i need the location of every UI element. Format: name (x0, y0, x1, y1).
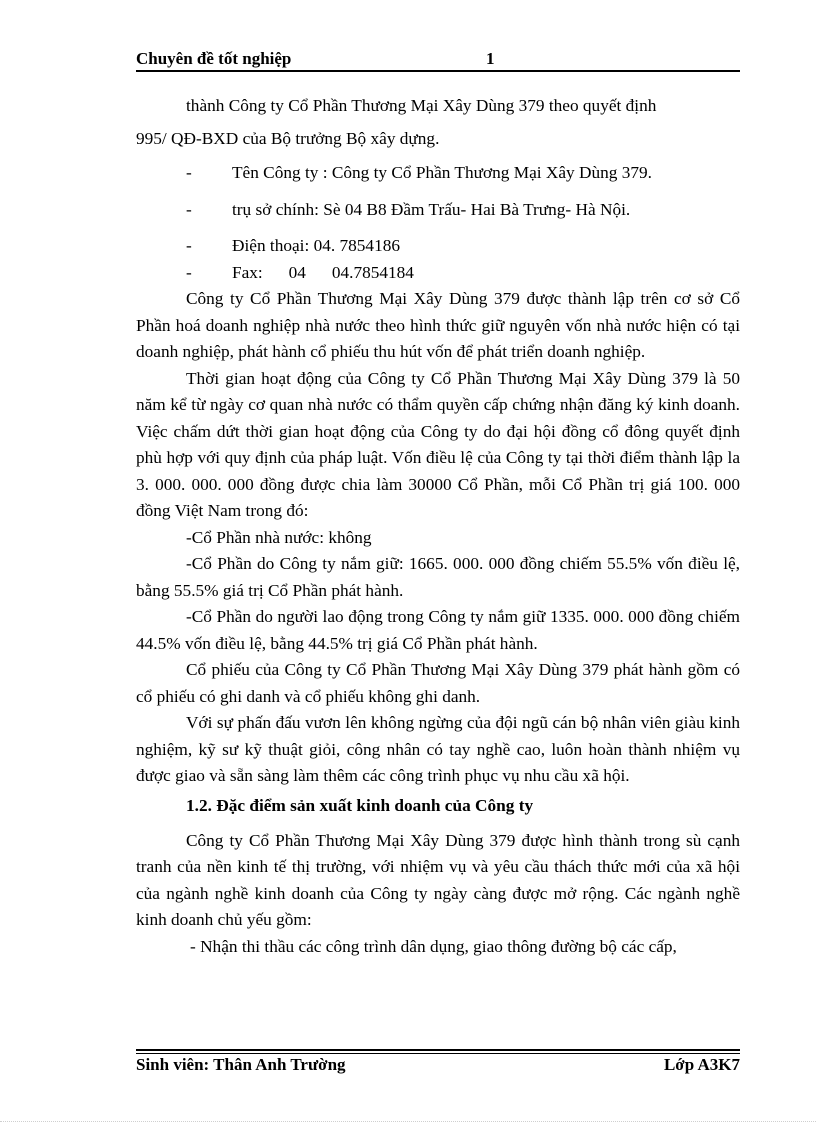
bullet-text: Điện thoại: 04. 7854186 (232, 236, 400, 255)
paragraph-state-shares: -Cổ Phần nhà nước: không (186, 527, 372, 547)
footer-student: Sinh viên: Thân Anh Trường (136, 1055, 346, 1074)
bullet-dash: - (186, 236, 192, 255)
bullet-dash: - (186, 262, 192, 282)
header-title: Chuyên đề tốt nghiệp (136, 49, 292, 68)
paragraph-staff: Với sự phấn đấu vươn lên không ngừng của đội ngũ cán bộ nhân viên giàu kinh nghiệm, kỹ sư kỹ thuật giỏi, công nhân có tay nghề cao, luôn hoàn thành nhiệm vụ được giao và sẵn sàng làm thêm các công trình phục vụ nhu cầu xã hội. (136, 713, 740, 785)
section-heading: 1.2. Đặc điểm sản xuất kinh doanh của Công ty (186, 795, 534, 815)
paragraph-business-lines: Công ty Cổ Phần Thương Mại Xây Dùng 379 được hình thành trong sù cạnh tranh của nền kinh tế thị trường, với nhiệm vụ và yêu cầu thách thức mới của xã hội của ngành nghề kinh doanh của Công ty ngày càng được mở rộng. Các ngành nghề kinh doanh chủ yếu gồm: (136, 830, 740, 929)
footer-rule-thick (136, 1049, 740, 1051)
bullet-fax (136, 260, 740, 287)
bullet-address (136, 197, 740, 224)
page-header (136, 49, 740, 71)
document-body (136, 93, 740, 960)
paragraph-operation-period: Thời gian hoạt động của Công ty Cổ Phần Thương Mại Xây Dùng 379 là 50 năm kể từ ngày cơ quan nhà nước có thẩm quyền cấp chứng nhận đăng ký kinh doanh. Việc chấm dứt thời gian hoạt động của Công ty do đại hội đồng cổ đông quyết định phù hợp với quy định của pháp luật. Vốn điều lệ của Công ty tại thời điểm thành lập la 3. 000. 000. 000 đồng được chia làm 30000 Cổ Phần, mỗi Cổ Phần trị giá 100. 000 đồng Việt Nam trong đó: (136, 368, 740, 520)
paragraph-employee-shares: -Cổ Phần do người lao động trong Công ty nắm giữ 1335. 000. 000 đồng chiếm 44.5% vốn điều lệ, bằng 44.5% trị giá Cổ Phần phát hành. (136, 607, 740, 653)
bullet-text: trụ sở chính: Sè 04 B8 Đầm Trấu- Hai Bà Trưng- Hà Nội. (232, 199, 631, 219)
bullet-text: Tên Công ty : Công ty Cổ Phần Thương Mại Xây Dùng 379. (232, 163, 652, 182)
intro-line-2: 995/ QĐ-BXD của Bộ trưởng Bộ xây dựng. (136, 128, 440, 148)
paragraph-business-item: - Nhận thi thầu các công trình dân dụng, giao thông đường bộ các cấp, (190, 936, 677, 956)
page-edge (0, 1121, 816, 1122)
page-number: 1 (486, 49, 495, 68)
bullet-company-name (136, 160, 740, 187)
footer-rule-thin (136, 1053, 740, 1054)
page-footer (136, 1055, 740, 1077)
paragraph-establishment: Công ty Cổ Phần Thương Mại Xây Dùng 379 được thành lập trên cơ sở Cổ Phần hoá doanh nghiệp nhà nước theo hình thức giữ nguyên vốn nhà nước hiện có tại doanh nghiệp, phát hành cổ phiếu thu hút vốn để phát triển doanh nghiệp. (136, 289, 740, 361)
paragraph-company-shares: -Cổ Phần do Công ty nắm giữ: 1665. 000. 000 đồng chiếm 55.5% vốn điều lệ, bằng 55.5% giá trị Cổ Phần phát hành. (136, 554, 740, 600)
bullet-phone (136, 233, 740, 260)
bullet-dash: - (186, 163, 192, 182)
bullet-dash: - (186, 199, 192, 219)
paragraph-stock-types: Cổ phiếu của Công ty Cổ Phần Thương Mại Xây Dùng 379 phát hành gồm có cổ phiếu có ghi danh và cổ phiếu không ghi danh. (136, 660, 740, 706)
bullet-text: Fax: 04 04.7854184 (232, 262, 414, 282)
header-rule (136, 70, 740, 72)
intro-line-1: thành Công ty Cổ Phần Thương Mại Xây Dùng 379 theo quyết định (186, 96, 657, 115)
footer-class: Lớp A3K7 (663, 1055, 740, 1074)
